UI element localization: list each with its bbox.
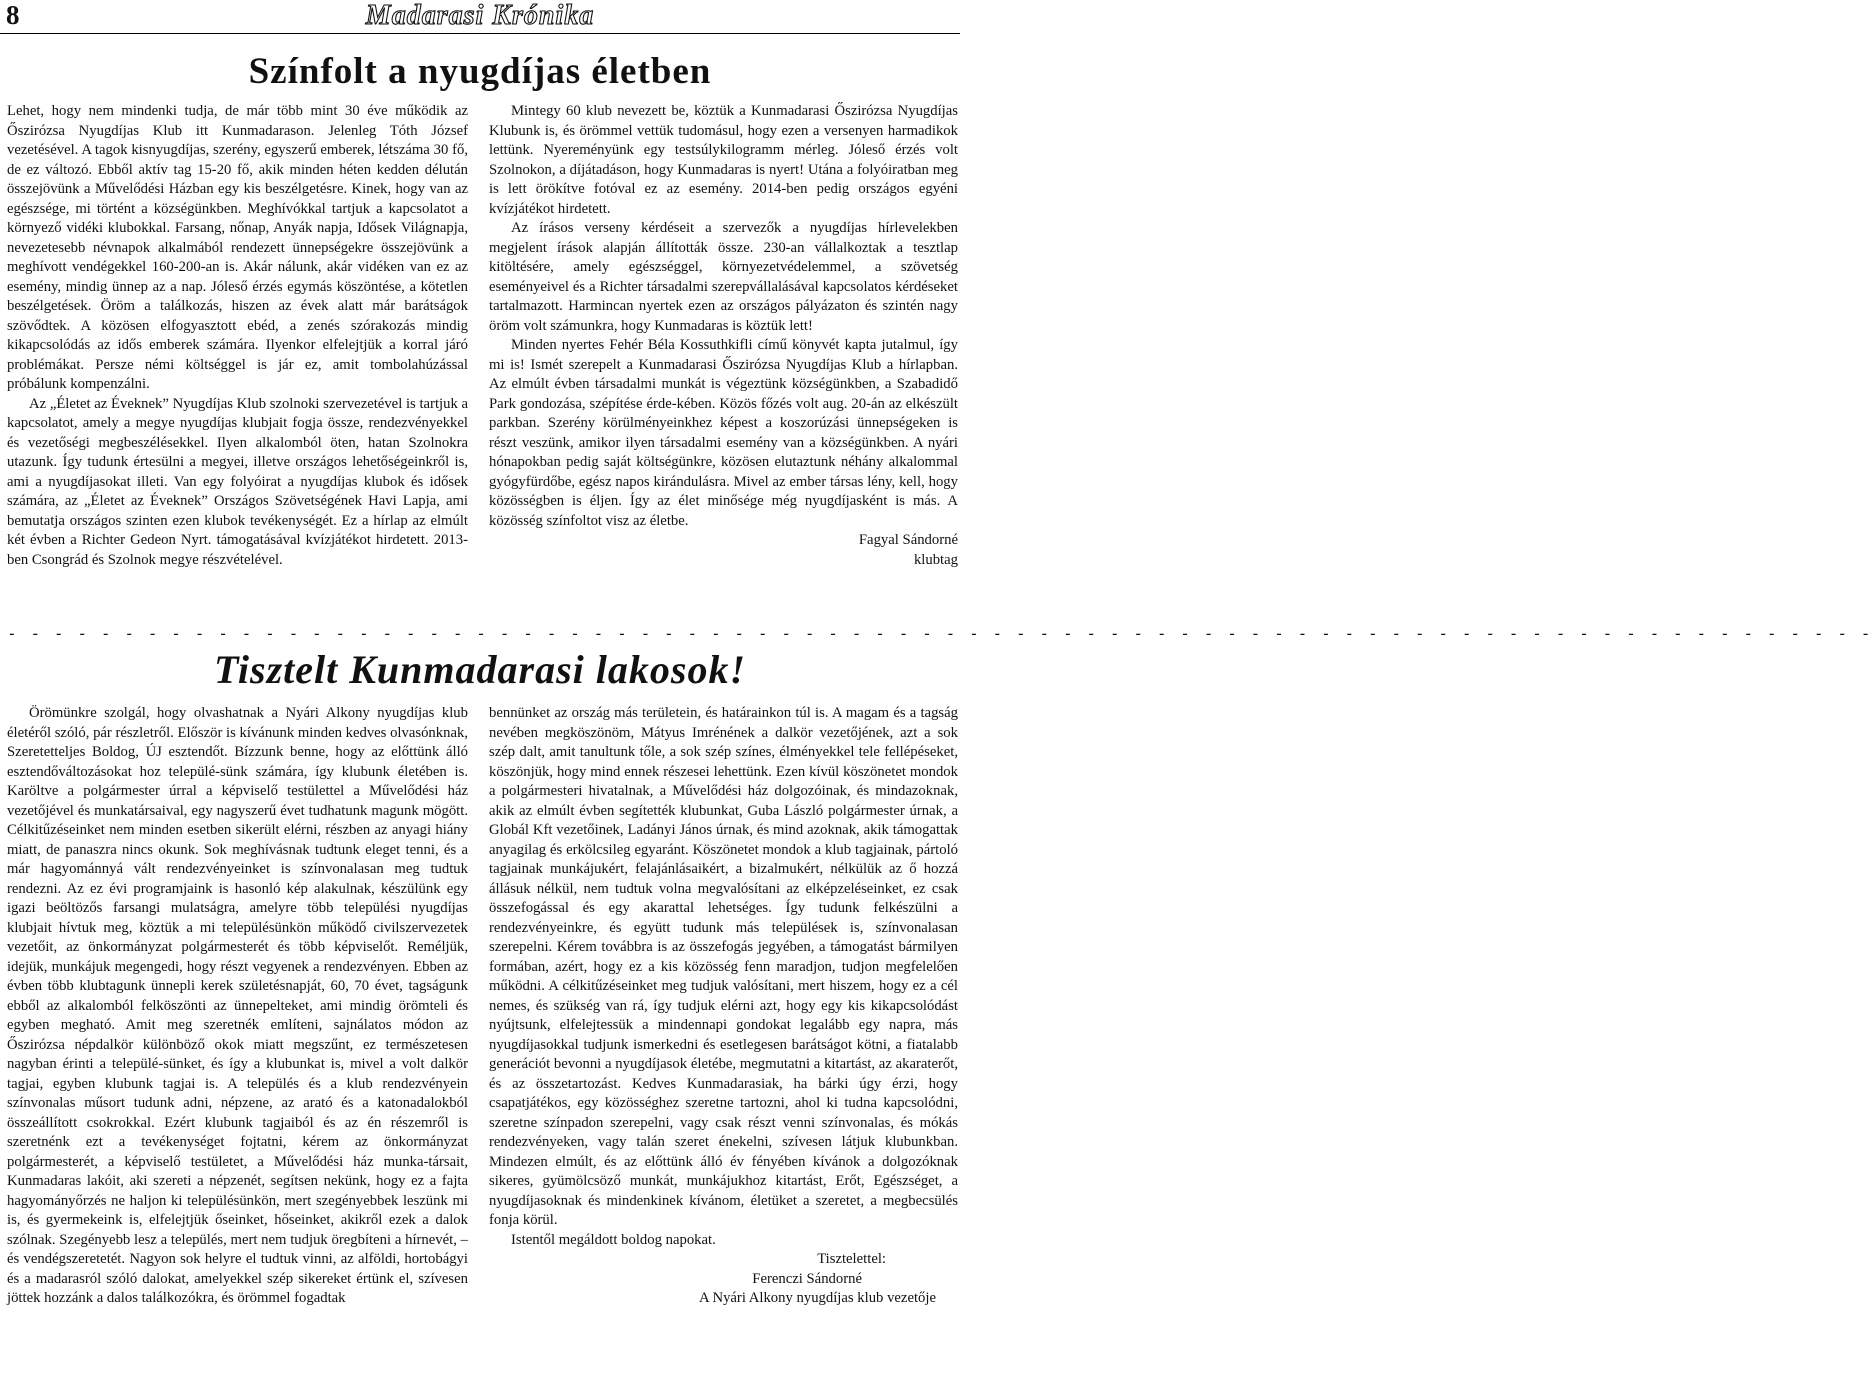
paragraph: Az írásos verseny kérdéseit a szervezők a nyugdíjas hírlevelekben megjelent írások alapján állították össze. 230-an vállalkoztak a tesztlap kitöltésére, amely egészséggel, környezetvédelemmel, a szövetség eseményeivel és a Richter társadalmi szerepvállalásával kapcsolatos kérdéseket tartalmazott. Harmincan nyertek ezen az országos pályázaton és szintén nagy öröm volt számunkra, hogy Kunmadaras is köztük lett! [489, 220, 958, 334]
paragraph: bennünket az ország más területein, és határainkon túl is. A magam és a tagság nevében megköszönöm, Mátyus Imrénének a dalkör vezetőjének, azt a sok szép dalt, amit tanultunk tőle, a sok szép színes, élményekkel tele fellépéseket, köszönjük, hogy mind ennek részesei lehettünk. Ezen kívül köszönetet mondok a polgármesteri hivatalnak, a Művelődési ház dolgozóinak, és mindazoknak, akik az elmúlt évben segítették klubunkat, Guba László polgármester úrnak, a Globál Kft vezetőinek, Ladányi János úrnak, és mind azoknak, akik támogattak anyagilag és erkölcsileg egyaránt. Köszönetet mondok a klub tagjainak, pártoló tagjainak munkájukért, felajánlásaikért, a bizalmukért, nélkülük az ő hozzá állásuk nélkül, nem tudtuk volna megvalósítani az elképzeléseinket, ez csak összefogással és egy akarattal lehetséges. Így tudunk felkészülni a rendezvényeinkre, és együtt tudunk más települések is, színvonalasan szerepelni. Kérem továbbra is az összefogás jegyében, a támogatást bármilyen formában, azért, hogy ez a kis közösség fenn maradjon, tudjon megfelelően működni. A célkitűzéseinket meg tudjuk valósítani, mert hiszem, hogy ez a cél nemes, és szükség van rá, így tudjuk elérni azt, hogy egy kis kikapcsolódást nyújtsunk, elfelejtessük a mindennapi gondokat legalább egy napra, más nyugdíjasokkal tudjunk ismerkedni és esetlegesen barátságot kötni, a fiatalabb generációt bevonni a nyugdíjasok életébe, megmutatni a kitartást, az akaraterőt, és az összetartozást. Kedves Kunmadarasiak, ha bárki úgy érzi, hogy csapatjátékos, egy közösséghez szeretne tartozni, ahol ki tudna kapcsolódni, szeretne színpadon szerepelni, vagy csak részt venni színvonalas, és mókás rendezvényeken, vagy talán szeret énekelni, szívesen látjuk klubunkban. Mindezen elmúlt, és az előttünk álló év fényében kívánok a dolgozóknak sikeres, gyümölcsöző munkát, munkájukhoz kitartást, Erőt, Egészséget, a nyugdíjasoknak és mindenkinek kívánom, életüket a szeretet, a megbecsülés fonja körül. [489, 705, 958, 1228]
page-number: 8 [6, 0, 20, 30]
author-name: Ferenczi Sándorné [752, 1270, 862, 1287]
article1-column-left [7, 102, 468, 570]
paragraph: Lehet, hogy nem mindenki tudja, de már több mint 30 éve működik az Őszirózsa Nyugdíjas Klub itt Kunmadarason. Jelenleg Tóth József vezetésével. A tagok kisnyugdíjas, szerény, egyszerű emberek, létszáma 30 fő, de ez változó. Ebből aktív tag 15-20 fő, akik minden héten kedden délután összejövünk a Művelődési Házban egy kis beszélgetésre. Kinek, hogy van az egészsége, mi történt a községünkben. Meghívókkal tartjuk a kapcsolatot a környező vidéki klubokkal. Farsang, nőnap, Anyák napja, Idősek Világnapja, nevezetesebb névnapok alkalmából rendezett ünnepségekre összejövünk a meghívott vendégekkel 160-200-an is. Akár nálunk, akár vidéken van ez az esemény, mindig ünnep az a nap. Jóleső érzés egymás köszöntése, a kötetlen beszélgetések. Öröm a találkozás, hiszen az évek alatt már barátságok szövődtek. A közösen elfogyasztott ebéd, a zenés szórakozás mindig kikapcsolódás az idős emberek számára. Ilyenkor elfelejtjük a korral járó problémákat. Persze némi költséggel is jár ez, amit tombolahúzással próbálunk kompenzálni. [7, 103, 468, 392]
paragraph: Minden nyertes Fehér Béla Kossuthkifli című könyvét kapta jutalmul, így mi is! Ismét szerepelt a Kunmadarasi Őszirózsa Nyugdíjas Klub a hírlapban. Az elmúlt évben társadalmi munkát is végeztünk községünkben, a Szabadidő Park gondozása, szépítése érde-kében. Közös főzés volt aug. 20-án az elkészült parkban. Szerény körülményeinkhez képest a koszorúzási ünnepségeken is részt veszünk, amikor ilyen társadalmi esemény van a községünkben. A nyári hónapokban pedig saját költségünkre, közösen elutaztunk néhány alkalommal gyógyfürdőbe, egész napos kirándulásra. Mivel az ember társas lény, kell, hogy közösségben is éljen. Így az élet minősége még nyugdíjasként is más. A közösség színfoltot visz az életbe. [489, 337, 958, 529]
masthead-title: Madarasi Krónika [365, 0, 595, 31]
article2-headline: Tisztelt Kunmadarasi lakosok! [213, 647, 747, 692]
header-rule [0, 33, 960, 34]
section-divider: - - - - - - - - - - - - - - - - - - - - - - - - - - - - - - - - - - - - - - - - - - - - - - - - - - - - - - - - - - - - - - - - - - - - - - - - - - - - - - - - [7, 624, 1873, 643]
author-role: klubtag [913, 551, 958, 568]
article2-column-left [7, 704, 468, 1309]
paragraph: Az „Életet az Éveknek” Nyugdíjas Klub szolnoki szervezetével is tartjuk a kapcsolatot, amely a megye nyugdíjas klubjait fogja össze, rendezvényekkel és vezetőségi megbeszélésekkel. Ilyen alkalomból öten, hatan Szolnokra utazunk. Így tudunk értesülni a megyei, illetve országos lehetőségeinkről is, ami a nyugdíjasokat illeti. Van egy folyóirat a nyugdíjas klubok és idősek számára, az „Életet az Éveknek” Országos Szövetségének Havi Lapja, ami bemutatja országos szinten ezen klubok tevékenységét. Ez a hírlap az elmúlt két évben a Richter Gedeon Nyrt. támogatásával kvízjátékot hirdetett. 2013-ben Csongrád és Szolnok megye részvételével. [7, 395, 468, 568]
author-role: A Nyári Alkony nyugdíjas klub vezetője [699, 1290, 936, 1306]
page-header [0, 0, 960, 40]
closing-salutation: Tisztelettel: [817, 1251, 886, 1267]
article1-column-right [489, 102, 958, 570]
paragraph: Istentől megáldott boldog napokat. [511, 1231, 716, 1248]
paragraph: Örömünkre szolgál, hogy olvashatnak a Nyári Alkony nyugdíjas klub életéről szóló, pár részletről. Először is kívánunk minden kedves olvasónknak, Szeretetteljes Boldog, ÚJ esztendőt. Bízzunk benne, hogy az előttünk álló esztendőváltozásokat hoz települé-sünk számára, így klubunk életében is. Karöltve a polgármester úrral a képviselő testülettel a Művelődési ház vezetőjével és munkatársaival, egy nagyszerű évet tudhatunk magunk mögött. Célkitűzéseinket nem minden esetben sikerült elérni, részben az anyagi hiány miatt, de panaszra nincs okunk. Sok meghívásnak tudtunk eleget tenni, és a már hagyománnyá vált rendezvényeinket is színvonalasan meg tudtuk rendezni. Az ez évi programjaink is hasonló kép alakulnak, készülünk egy igazi beöltözős farsangi mulatságra, amelyre több települési nyugdíjas klubjait hívtuk meg, köztük a mi településünkön működő civilszervezetek vezetőit, az önkormányzat polgármesterét és több képviselőt. Reméljük, idejük, munkájuk megengedi, hogy részt vegyenek a rendezvényen. Ebben az évben több klubtagunk ünnepli kerek születésnapját, 60, 70 évet, tagságunk ebből az alkalomból felköszönti az ünnepelteket, ami mindig örömteli és egyben megható. Amit meg szeretnék említeni, sajnálatos módon az Őszirózsa népdalkör különböző okok miatt megszűnt, ez természetesen nagyban érinti a települé-sünket, és így a klubunkat is, mivel a volt dalkör tagjai, egyben klubunk tagjai is. A település és a klub rendezvényein színvonalas műsort tudunk adni, népzene, az arató és a katonadalokból összeállított csokrokkal. Ezért klubunk tagjaiból és az én részemről is szeretnénk ezt a tevékenységet fojtatni, kérem az önkormányzat polgármesterét, a képviselő testületet, a Művelődési ház munka-társait, Kunmadaras lakóit, aki szereti a népzenét, segítsen nekünk, hogy ez a fajta hagyományőrzés ne haljon ki településünkön, mert szegényebbek leszünk mi is, és gyermekeink is, elfelejtjük őseinket, hőseinket, akikről ezek a dalok szólnak. Szegényebb lesz a település, mert nem tudjuk öregbíteni a hírnevét, – és vendégszeretetét. Nagyon sok helyre el tudtuk vinni, az alföldi, hortobágyi és a madarasról szóló dalokat, amelyekkel szép sikereket értünk el, szívesen jöttek hozzánk a dalos találkozókra, és örömmel fogadtak [7, 705, 468, 1306]
article1-headline: Színfolt a nyugdíjas életben [248, 51, 712, 92]
author-name: Fagyal Sándorné [858, 532, 958, 548]
paragraph: Mintegy 60 klub nevezett be, köztük a Kunmadarasi Őszirózsa Nyugdíjas Klubunk is, és örömmel vettük tudomásul, hogy ezen a versenyen harmadikok lettünk. Nyereményünk egy testsúlykilogramm mérleg. Jóleső érzés volt Szolnokon, a díjátadáson, hogy Kunmadaras is nyert! Utána a folyóiratban meg is lett örökítve fotóval ez az esemény. 2014-ben pedig országos egyéni kvízjátékot hirdetett. [489, 103, 958, 217]
article2-column-right [489, 704, 958, 1309]
